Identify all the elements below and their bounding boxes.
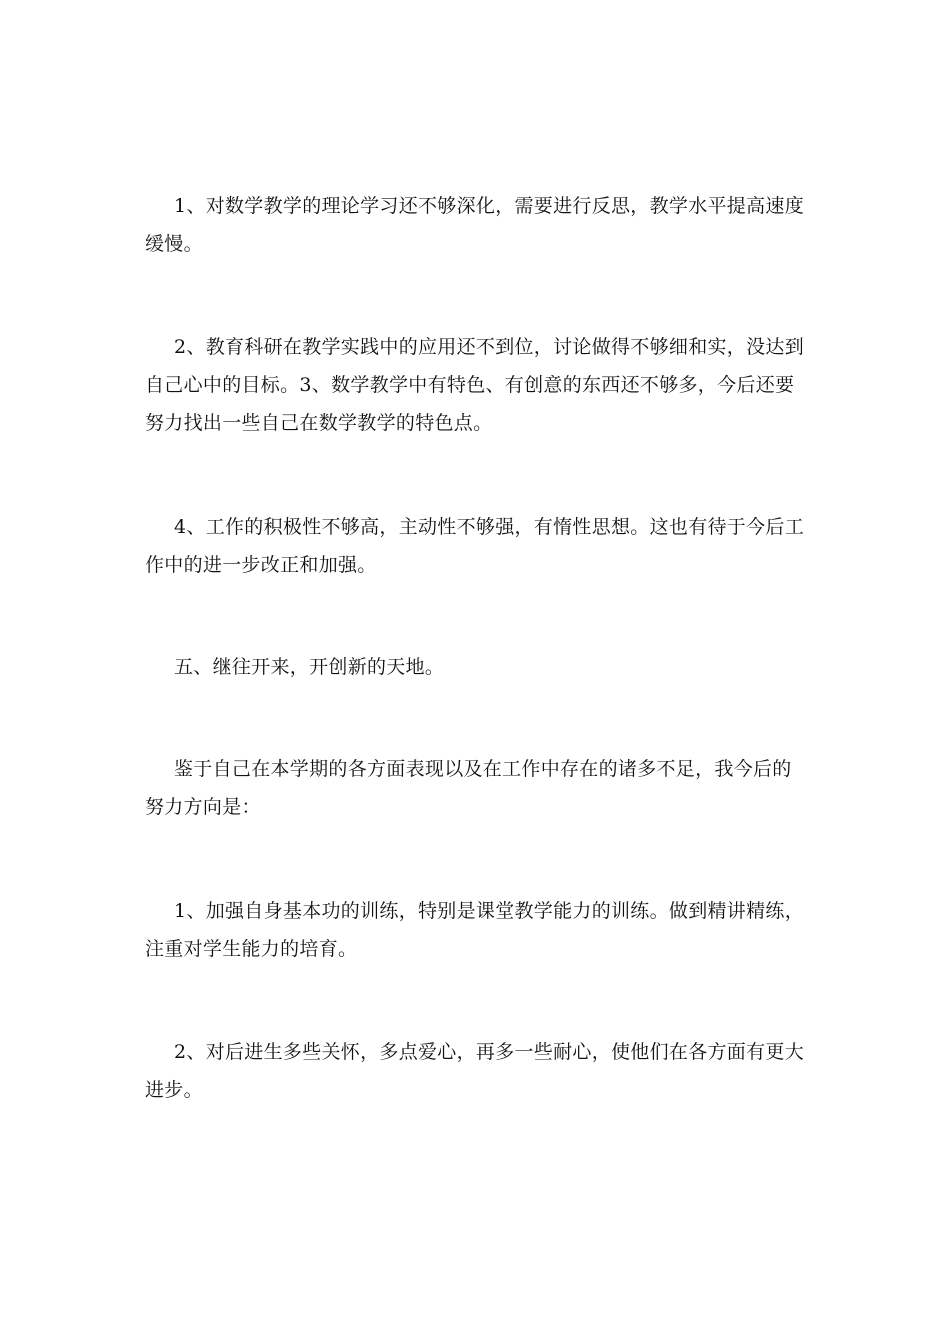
paragraph-5: 鉴于自己在本学期的各方面表现以及在工作中存在的诸多不足，我今后的努力方向是：: [145, 758, 792, 818]
paragraph-2: 2、教育科研在教学实践中的应用还不到位，讨论做得不够细和实，没达到自己心中的目标。3、数学教学中有特色、有创意的东西还不够多，今后还要努力找出一些自己在数学教学的特色点。: [145, 336, 804, 434]
paragraph-3: 4、工作的积极性不够高，主动性不够强，有惰性思想。这也有待于今后工作中的进一步改正和加强。: [145, 516, 804, 576]
paragraph-1: 1、对数学教学的理论学习还不够深化，需要进行反思，教学水平提高速度缓慢。: [145, 195, 804, 255]
paragraph-7: 2、对后进生多些关怀，多点爱心，再多一些耐心，使他们在各方面有更大进步。: [145, 1041, 804, 1101]
paragraph-4: 五、继往开来，开创新的天地。: [174, 656, 445, 678]
paragraph-6: 1、加强自身基本功的训练，特别是课堂教学能力的训练。做到精讲精练，注重对学生能力的培育。: [145, 900, 804, 960]
